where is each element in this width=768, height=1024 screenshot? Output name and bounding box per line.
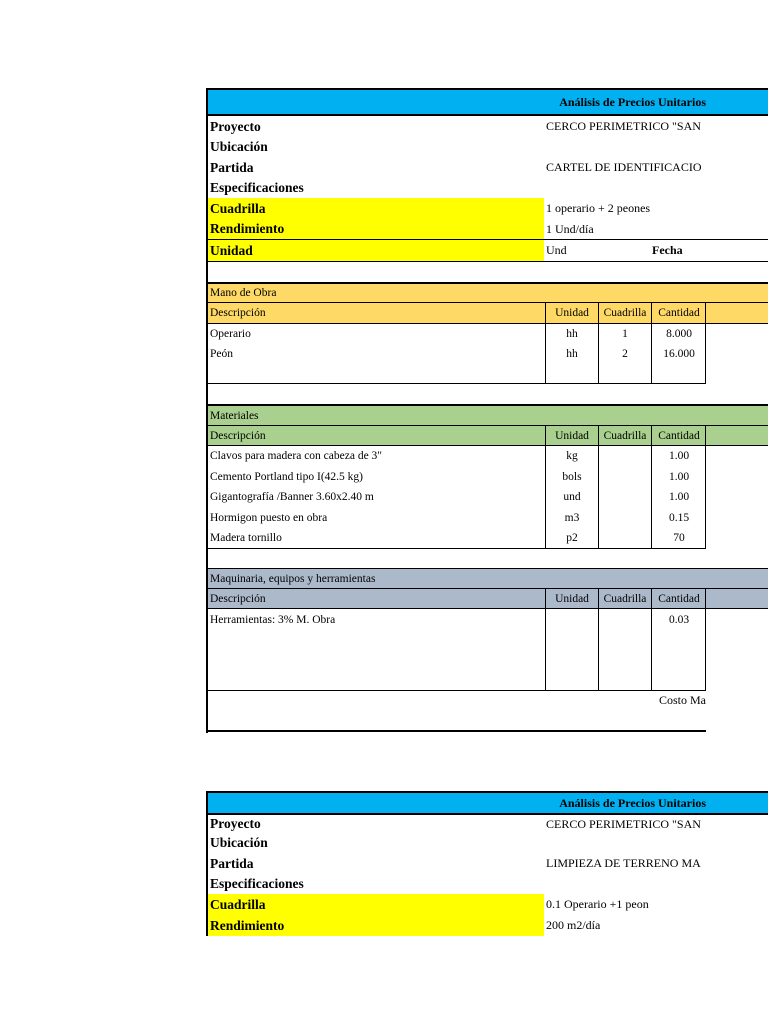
apu-title-bar — [208, 791, 768, 815]
item-cantidad: 0.15 — [668, 511, 690, 524]
apu-title-bar — [208, 88, 768, 116]
table-row — [208, 466, 768, 487]
partida-value: LIMPIEZA DE TERRENO MA — [546, 856, 701, 870]
item-cantidad: 70 — [673, 532, 685, 544]
grid-line — [705, 426, 706, 549]
item-unidad: hh — [566, 328, 578, 340]
apu-sheet-limpieza — [206, 791, 768, 936]
materiales-header — [208, 404, 768, 426]
item-cantidad: 1.00 — [668, 470, 690, 483]
col-unidad: Unidad — [555, 429, 589, 442]
grid-line — [598, 426, 599, 549]
item-desc: Madera tornillo — [210, 532, 282, 544]
unidad-highlight — [208, 240, 544, 261]
rendimiento-row — [208, 219, 768, 240]
item-unidad: m3 — [564, 511, 580, 524]
item-desc: Operario — [210, 328, 251, 340]
apu-sheet-cartel — [206, 88, 768, 733]
mano-obra-columns — [208, 303, 768, 324]
grid-line — [545, 589, 546, 691]
ubicacion-row — [208, 137, 768, 157]
col-unidad: Unidad — [555, 592, 589, 605]
mano-obra-title: Mano de Obra — [210, 287, 277, 299]
cuadrilla-row — [208, 198, 768, 219]
col-unidad: Unidad — [555, 307, 589, 319]
item-unidad: p2 — [566, 532, 578, 544]
col-cuadrilla: Cuadrilla — [603, 307, 647, 319]
table-row — [208, 344, 768, 364]
col-cantidad: Cantidad — [658, 307, 700, 319]
materiales-title: Materiales — [210, 409, 259, 422]
ubicacion-row — [208, 833, 768, 853]
table-row — [208, 446, 768, 466]
table-row — [208, 609, 768, 630]
cuadrilla-label: Cuadrilla — [210, 896, 266, 912]
rendimiento-value: 1 Und/día — [546, 221, 594, 236]
materiales-columns — [208, 426, 768, 446]
col-cantidad: Cantidad — [658, 429, 700, 442]
item-unidad: hh — [566, 348, 578, 360]
cuadrilla-value: 1 operario + 2 peones — [546, 201, 651, 215]
proyecto-label: Proyecto — [210, 816, 261, 831]
mano-obra-bottom-line — [208, 383, 706, 384]
rendimiento-value: 200 m2/día — [546, 918, 601, 932]
unidad-label: Unidad — [210, 242, 253, 258]
item-desc: Hormigon puesto en obra — [210, 511, 328, 524]
rendimiento-row — [208, 915, 768, 936]
materiales-bottom-line — [208, 548, 706, 549]
proyecto-value: CERCO PERIMETRICO "SAN — [546, 119, 701, 133]
grid-line — [651, 589, 652, 691]
ubicacion-label: Ubicación — [210, 139, 268, 154]
proyecto-row — [208, 815, 768, 833]
especificaciones-label: Especificaciones — [210, 180, 304, 195]
maquinaria-title: Maquinaria, equipos y herramientas — [210, 572, 376, 585]
item-cantidad: 8.000 — [666, 328, 692, 340]
rendimiento-label: Rendimiento — [210, 917, 285, 933]
item-unidad: und — [563, 491, 581, 503]
especificaciones-label: Especificaciones — [210, 876, 304, 891]
item-cantidad: 0.03 — [668, 613, 690, 626]
title-bar-extension — [706, 90, 768, 114]
especificaciones-row — [208, 874, 768, 894]
grid-line — [651, 303, 652, 384]
maquinaria-header — [208, 568, 768, 589]
item-unidad: kg — [566, 450, 578, 462]
item-desc: Cemento Portland tipo I(42.5 kg) — [210, 470, 363, 483]
col-cuadrilla: Cuadrilla — [603, 429, 647, 442]
grid-line — [598, 303, 599, 384]
cuadrilla-row — [208, 894, 768, 915]
item-cuadrilla: 2 — [622, 348, 628, 360]
table-row — [208, 528, 768, 548]
partida-row — [208, 853, 768, 874]
proyecto-value: CERCO PERIMETRICO "SAN — [546, 816, 701, 831]
proyecto-label: Proyecto — [210, 118, 261, 134]
item-cuadrilla: 1 — [622, 328, 628, 340]
grid-line — [545, 303, 546, 384]
sheet-bottom-border — [208, 730, 706, 732]
apu-title: Análisis de Precios Unitarios — [559, 94, 706, 109]
col-descripcion: Descripción — [210, 592, 266, 605]
col-cantidad: Cantidad — [658, 592, 700, 605]
fecha-label: Fecha — [652, 243, 683, 257]
col-descripcion: Descripción — [210, 429, 266, 442]
costo-row — [208, 690, 768, 711]
table-row — [208, 324, 768, 344]
unidad-row — [208, 240, 768, 262]
apu-title: Análisis de Precios Unitarios — [559, 795, 706, 810]
grid-line — [545, 426, 546, 549]
cuadrilla-label: Cuadrilla — [210, 200, 266, 216]
partida-row — [208, 157, 768, 178]
grid-line — [705, 589, 706, 691]
item-desc: Peón — [210, 348, 233, 360]
partida-label: Partida — [210, 855, 254, 871]
col-cuadrilla: Cuadrilla — [603, 592, 647, 605]
cuadrilla-value: 0.1 Operario +1 peon — [546, 897, 649, 911]
ubicacion-label: Ubicación — [210, 835, 268, 850]
item-unidad: bols — [562, 470, 582, 483]
partida-label: Partida — [210, 159, 254, 175]
item-desc: Clavos para madera con cabeza de 3" — [210, 450, 382, 462]
item-desc: Herramientas: 3% M. Obra — [210, 613, 336, 626]
grid-line — [705, 303, 706, 384]
item-cantidad: 1.00 — [668, 450, 690, 462]
grid-line — [651, 426, 652, 549]
item-cantidad: 16.000 — [663, 348, 695, 360]
costo-label: Costo Ma — [658, 693, 706, 707]
mano-obra-header — [208, 282, 768, 303]
proyecto-row — [208, 116, 768, 137]
grid-line — [598, 589, 599, 691]
maquinaria-columns — [208, 589, 768, 609]
table-row — [208, 507, 768, 528]
table-row — [208, 487, 768, 507]
title-bar-extension — [706, 793, 768, 813]
item-desc: Gigantografía /Banner 3.60x2.40 m — [210, 491, 374, 503]
especificaciones-row — [208, 178, 768, 198]
unidad-value: Und — [546, 243, 567, 257]
col-descripcion: Descripción — [210, 307, 266, 319]
partida-value: CARTEL DE IDENTIFICACIO — [546, 160, 702, 174]
rendimiento-label: Rendimiento — [210, 221, 285, 236]
item-cantidad: 1.00 — [668, 491, 690, 503]
